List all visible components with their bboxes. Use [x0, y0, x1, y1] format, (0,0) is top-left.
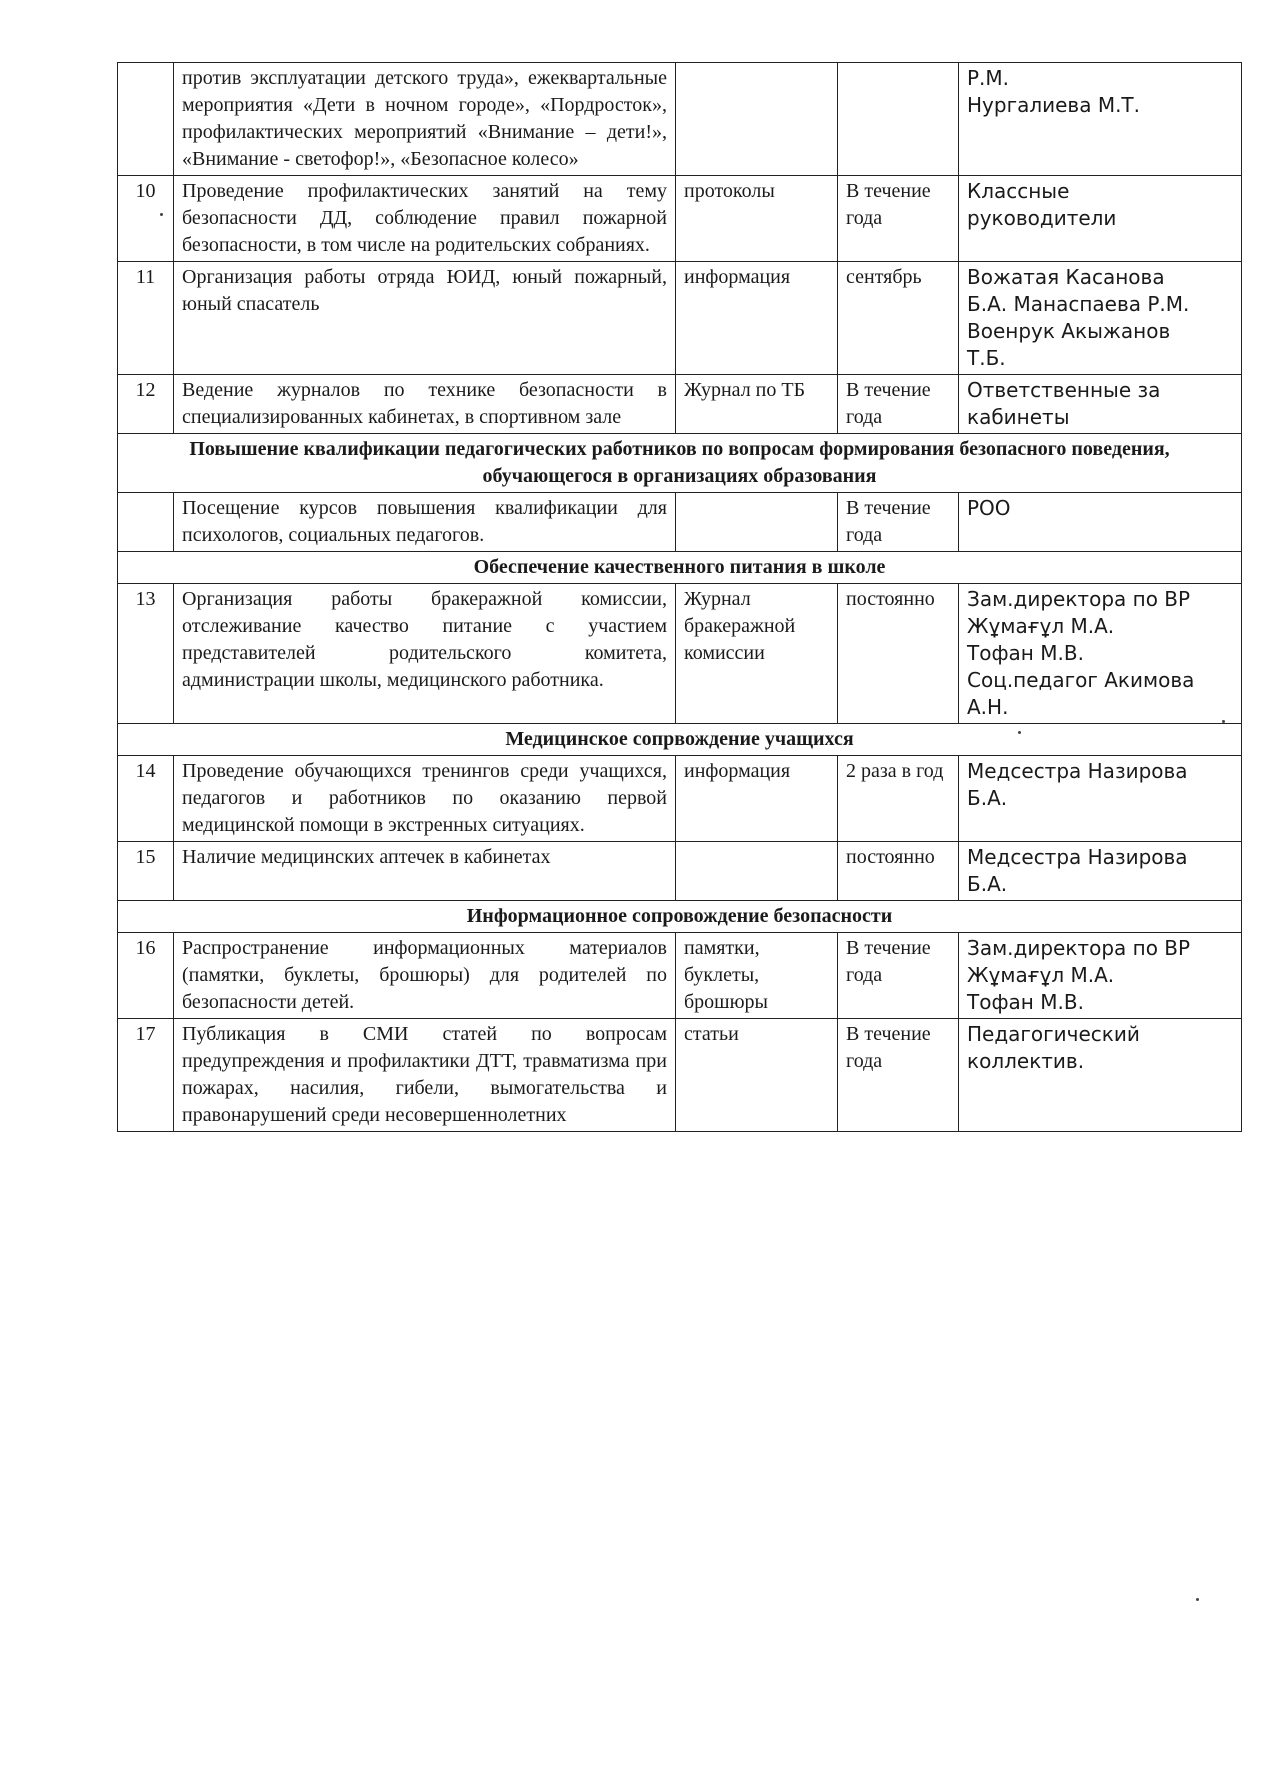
responsible-line: Классные: [967, 179, 1070, 203]
responsible-line: Зам.директора по ВР: [967, 936, 1191, 960]
section-title: Медицинское сопрвождение учащихся: [118, 724, 1242, 756]
responsible-line: Жұмағұл М.А.: [967, 963, 1115, 987]
row-responsible: [959, 262, 1242, 375]
row-description: Посещение курсов повышения квалификации для психологов, социальных педагогов.: [174, 493, 676, 552]
table-row: [118, 933, 1242, 1019]
row-description: против эксплуатации детского труда», ежеквартальные мероприятия «Дети в ночном городе», «Пордросток», профилактических мероприятий «Внимание – дети!», «Внимание - светофор!», «Безопасное колесо»: [174, 63, 676, 176]
section-header-row: [118, 901, 1242, 933]
row-responsible: [959, 176, 1242, 262]
table-row: [118, 493, 1242, 552]
responsible-line: руководители: [967, 206, 1117, 230]
responsible-line: Вожатая Касанова: [967, 265, 1165, 289]
row-report-form: статьи: [676, 1019, 838, 1132]
row-description: Распространение информационных материалов (памятки, буклеты, брошюры) для родителей по безопасности детей.: [174, 933, 676, 1019]
row-number: 14: [118, 756, 174, 842]
row-report-form: памятки, буклеты, брошюры: [676, 933, 838, 1019]
row-report-form: Журнал бракеражной комиссии: [676, 584, 838, 724]
table-row: [118, 842, 1242, 901]
row-number: 10: [118, 176, 174, 262]
responsible-line: Р.М.: [967, 66, 1010, 90]
scan-speck: [1018, 731, 1021, 734]
table-row: [118, 584, 1242, 724]
responsible-line: Военрук Акыжанов: [967, 319, 1171, 343]
row-description: Проведение обучающихся тренингов среди учащихся, педагогов и работников по оказанию первой медицинской помощи в экстренных ситуациях.: [174, 756, 676, 842]
row-term: В течение года: [838, 1019, 959, 1132]
responsible-line: Тофан М.В.: [967, 641, 1084, 665]
document-page: [117, 62, 1241, 1132]
row-responsible: [959, 933, 1242, 1019]
row-description: Организация работы отряда ЮИД, юный пожарный, юный спасатель: [174, 262, 676, 375]
responsible-line: коллектив.: [967, 1049, 1085, 1073]
row-number: 12: [118, 375, 174, 434]
row-report-form: Журнал по ТБ: [676, 375, 838, 434]
row-term: 2 раза в год: [838, 756, 959, 842]
row-responsible: [959, 375, 1242, 434]
plan-table: [117, 62, 1242, 1132]
row-responsible: [959, 493, 1242, 552]
row-description: Организация работы бракеражной комиссии, отслеживание качество питание с участием представителей родительского комитета, администрации школы, медицинского работника.: [174, 584, 676, 724]
row-term: постоянно: [838, 842, 959, 901]
responsible-line: Зам.директора по ВР: [967, 587, 1191, 611]
responsible-line: Соц.педагог Акимова: [967, 668, 1195, 692]
row-report-form: информация: [676, 756, 838, 842]
responsible-line: Ответственные за: [967, 378, 1161, 402]
row-report-form: протоколы: [676, 176, 838, 262]
row-term: сентябрь: [838, 262, 959, 375]
table-row: [118, 176, 1242, 262]
row-report-form: [676, 493, 838, 552]
row-responsible: [959, 1019, 1242, 1132]
row-responsible: [959, 756, 1242, 842]
responsible-line: Тофан М.В.: [967, 990, 1084, 1014]
responsible-line: А.Н.: [967, 695, 1009, 719]
row-responsible: [959, 842, 1242, 901]
responsible-line: Нургалиева М.Т.: [967, 93, 1141, 117]
row-report-form: информация: [676, 262, 838, 375]
table-row: [118, 1019, 1242, 1132]
responsible-line: кабинеты: [967, 405, 1070, 429]
table-row: [118, 262, 1242, 375]
responsible-line: Медсестра Назирова: [967, 759, 1188, 783]
table-row: [118, 756, 1242, 842]
row-description: Публикация в СМИ статей по вопросам предупреждения и профилактики ДТТ, травматизма при пожарах, насилия, гибели, вымогательства и правонарушений среди несовершеннолетних: [174, 1019, 676, 1132]
row-term: В течение года: [838, 493, 959, 552]
table-row: [118, 375, 1242, 434]
row-number: [118, 63, 174, 176]
row-report-form: [676, 842, 838, 901]
row-number: 11: [118, 262, 174, 375]
section-title: Обеспечение качественного питания в школе: [118, 552, 1242, 584]
responsible-line: РОО: [967, 496, 1011, 520]
section-title: Повышение квалификации педагогических работников по вопросам формирования безопасного поведения, обучающегося в организациях образования: [118, 434, 1242, 493]
scan-speck: [1222, 720, 1225, 723]
responsible-line: Б.А. Манаспаева Р.М.: [967, 292, 1190, 316]
row-term: В течение года: [838, 375, 959, 434]
row-description: Ведение журналов по технике безопасности в специализированных кабинетах, в спортивном зале: [174, 375, 676, 434]
row-responsible: [959, 63, 1242, 176]
row-number: 15: [118, 842, 174, 901]
responsible-line: Б.А.: [967, 872, 1008, 896]
table-row: [118, 63, 1242, 176]
row-responsible: [959, 584, 1242, 724]
row-number: 13: [118, 584, 174, 724]
scan-speck: [1196, 1598, 1199, 1601]
section-header-row: [118, 434, 1242, 493]
row-term: [838, 63, 959, 176]
row-report-form: [676, 63, 838, 176]
row-term: постоянно: [838, 584, 959, 724]
row-description: Проведение профилактических занятий на тему безопасности ДД, соблюдение правил пожарной безопасности, в том числе на родительских собраниях.: [174, 176, 676, 262]
row-number: [118, 493, 174, 552]
responsible-line: Т.Б.: [967, 346, 1006, 370]
plan-table-body: [118, 63, 1242, 1132]
section-header-row: [118, 724, 1242, 756]
responsible-line: Медсестра Назирова: [967, 845, 1188, 869]
row-term: В течение года: [838, 933, 959, 1019]
scan-speck: [160, 213, 163, 216]
row-term: В течение года: [838, 176, 959, 262]
responsible-line: Жұмағұл М.А.: [967, 614, 1115, 638]
section-header-row: [118, 552, 1242, 584]
responsible-line: Педагогический: [967, 1022, 1140, 1046]
responsible-line: Б.А.: [967, 786, 1008, 810]
section-title: Информационное сопровождение безопасности: [118, 901, 1242, 933]
row-description: Наличие медицинских аптечек в кабинетах: [174, 842, 676, 901]
row-number: 16: [118, 933, 174, 1019]
row-number: 17: [118, 1019, 174, 1132]
